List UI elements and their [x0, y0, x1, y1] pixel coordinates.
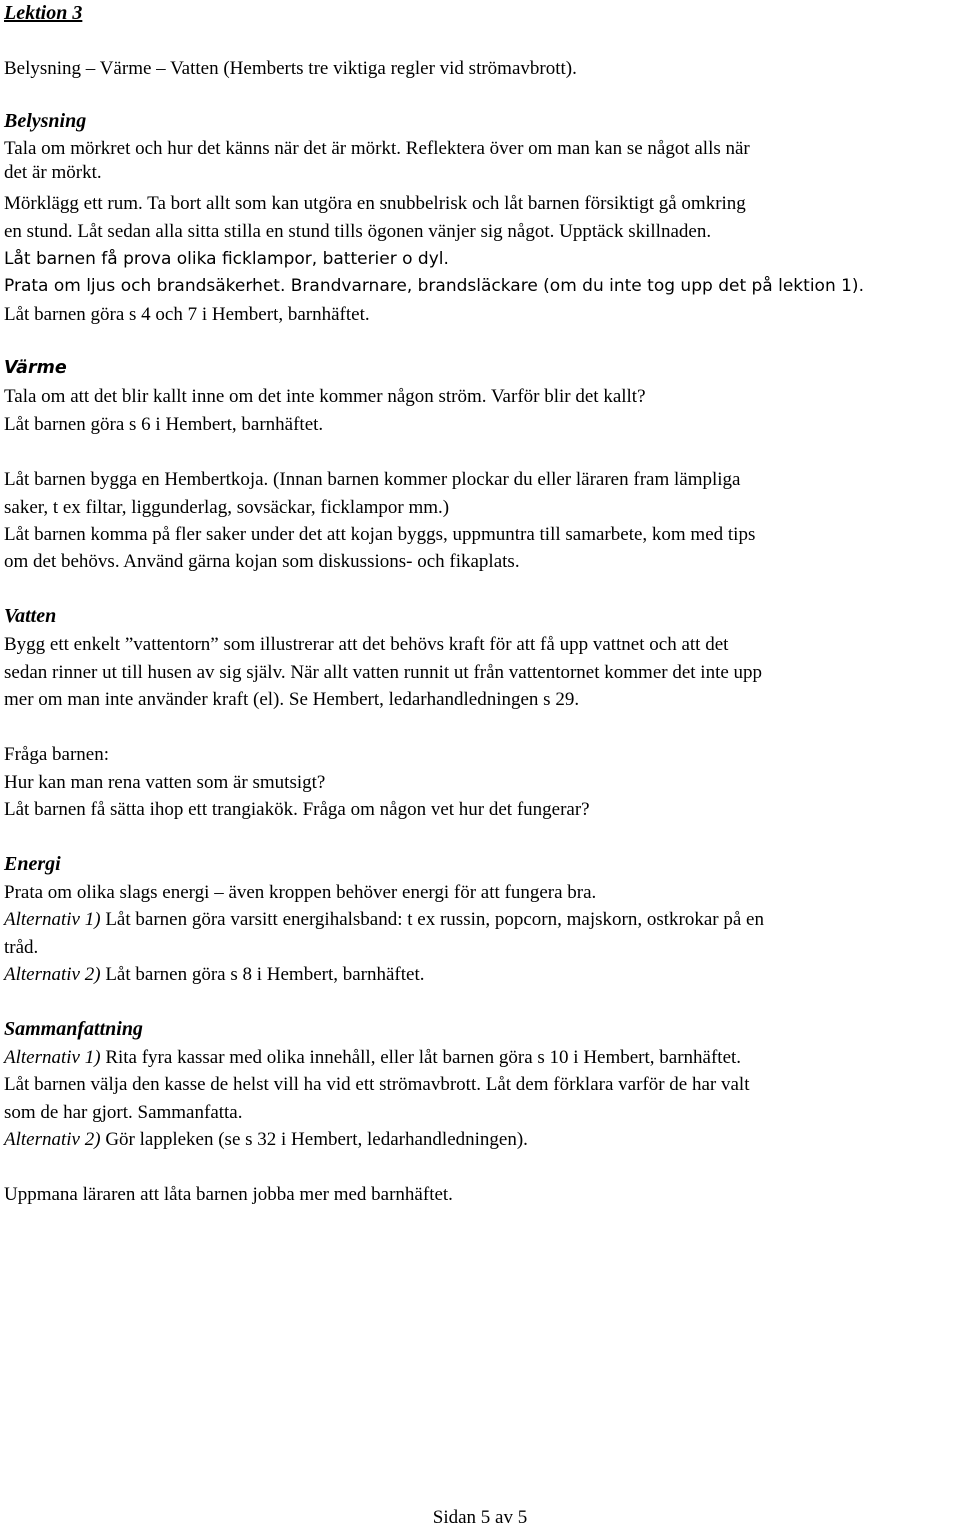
alt-text: Låt barnen göra varsitt energihalsband: t ex russin, popcorn, majskorn, ostkrokar på en [100, 909, 764, 930]
alt-label: Alternativ 2) [4, 1129, 101, 1150]
alt-label: Alternativ 1) [4, 909, 101, 930]
lesson-title: Lektion 3 [4, 2, 83, 24]
varme-line: Tala om att det blir kallt inne om det inte kommer någon ström. Varför blir det kallt? [4, 386, 646, 407]
intro-line: Belysning – Värme – Vatten (Hemberts tre viktiga regler vid strömavbrott). [4, 58, 577, 79]
alt-text: Gör lappleken (se s 32 i Hembert, ledarhandledningen). [100, 1129, 528, 1150]
heading-varme: Värme [4, 358, 67, 378]
belysning-line: Låt barnen göra s 4 och 7 i Hembert, barnhäftet. [4, 304, 370, 325]
vatten-line: sedan rinner ut till husen av sig själv. När allt vatten runnit ut från vattentornet kommer det inte upp [4, 662, 763, 683]
sammanfattning-alt1 [4, 1044, 741, 1071]
page-footer: Sidan 5 av 5 [432, 1507, 528, 1528]
heading-vatten: Vatten [4, 605, 57, 627]
energi-alt1 [4, 906, 764, 933]
koja-line: om det behövs. Använd gärna kojan som diskussions- och fikaplats. [4, 551, 520, 572]
closing-line: Uppmana läraren att låta barnen jobba mer med barnhäftet. [4, 1184, 453, 1205]
heading-belysning: Belysning [4, 110, 87, 132]
fraga-line: Fråga barnen: [4, 744, 109, 765]
belysning-line: det är mörkt. [4, 162, 102, 183]
fraga-line: Låt barnen få sätta ihop ett trangiakök. Fråga om någon vet hur det fungerar? [4, 799, 590, 820]
sammanfattning-line: Låt barnen välja den kasse de helst vill ha vid ett strömavbrott. Låt dem förklara varför de har valt [4, 1074, 750, 1095]
sammanfattning-line: som de har gjort. Sammanfatta. [4, 1102, 243, 1123]
energi-line: tråd. [4, 937, 39, 958]
vatten-line: Bygg ett enkelt ”vattentorn” som illustrerar att det behövs kraft för att få upp vattnet och att det [4, 634, 729, 655]
heading-sammanfattning: Sammanfattning [4, 1018, 143, 1040]
fraga-line: Hur kan man rena vatten som är smutsigt? [4, 772, 326, 793]
belysning-line: Mörklägg ett rum. Ta bort allt som kan utgöra en snubbelrisk och låt barnen försiktigt gå omkring [4, 193, 746, 214]
vatten-line: mer om man inte använder kraft (el). Se Hembert, ledarhandledningen s 29. [4, 689, 580, 710]
sammanfattning-alt2 [4, 1126, 528, 1153]
belysning-line: Låt barnen få prova olika ficklampor, batterier o dyl. [4, 249, 449, 269]
alt-text: Låt barnen göra s 8 i Hembert, barnhäftet. [100, 964, 425, 985]
energi-line: Prata om olika slags energi – även kroppen behöver energi för att fungera bra. [4, 882, 597, 903]
belysning-line: Tala om mörkret och hur det känns när det är mörkt. Reflektera över om man kan se något alls när [4, 138, 750, 159]
belysning-line: Prata om ljus och brandsäkerhet. Brandvarnare, brandsläckare (om du inte tog upp det på lektion 1). [4, 276, 864, 296]
koja-line: Låt barnen bygga en Hembertkoja. (Innan barnen kommer plockar du eller läraren fram lämpliga [4, 469, 741, 490]
alt-text: Rita fyra kassar med olika innehåll, eller låt barnen göra s 10 i Hembert, barnhäftet. [100, 1047, 742, 1068]
belysning-line: en stund. Låt sedan alla sitta stilla en stund tills ögonen vänjer sig något. Upptäck skillnaden. [4, 221, 712, 242]
alt-label: Alternativ 1) [4, 1047, 101, 1068]
heading-energi: Energi [4, 853, 61, 875]
koja-line: Låt barnen komma på fler saker under det att kojan byggs, uppmuntra till samarbete, kom med tips [4, 524, 756, 545]
energi-alt2 [4, 961, 425, 988]
varme-line: Låt barnen göra s 6 i Hembert, barnhäftet. [4, 414, 324, 435]
alt-label: Alternativ 2) [4, 964, 101, 985]
koja-line: saker, t ex filtar, liggunderlag, sovsäckar, ficklampor mm.) [4, 497, 450, 518]
